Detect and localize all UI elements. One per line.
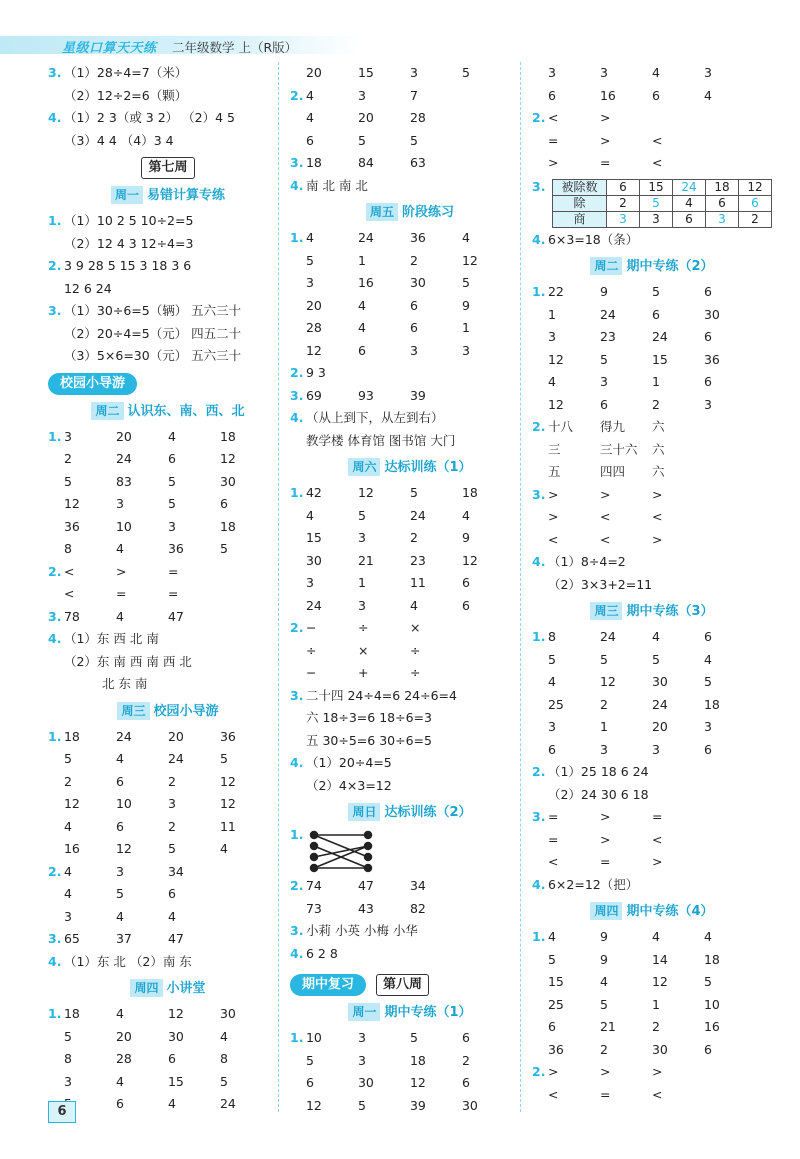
answer-row: 3 3 4 3 [547, 65, 712, 80]
answer-line: （2）20÷4=5（元） 四五二十 [63, 325, 242, 341]
section-heading: 周三 期中专练（3） [532, 598, 772, 624]
answer-line: 4. 6×2=12（把） [532, 876, 639, 892]
week-heading: 第七周 [48, 154, 288, 180]
answer-row: 1 24 6 30 [547, 306, 720, 322]
section-heading: 周四 小讲堂 [48, 975, 288, 1001]
answer-row: 5 5 5 4 [547, 651, 712, 667]
answer-row: 4 20 28 [305, 110, 426, 125]
answer-row: 5 9 14 18 [547, 951, 720, 967]
answer-row: 12 3 5 6 [63, 496, 228, 511]
table-cell: 被除数 [553, 179, 607, 195]
match-dot [311, 854, 318, 861]
page-header [0, 0, 800, 56]
section-heading: 周五 阶段练习 [290, 199, 530, 225]
table-cell: 5 [640, 195, 673, 211]
division-table [552, 179, 772, 228]
answer-row: 6 21 2 16 [547, 1019, 720, 1034]
answer-row: 8 4 36 5 [63, 541, 228, 556]
answer-line: 4. （1）东 北 （2）南 东 [48, 953, 192, 969]
answer-line: 4. （从上到下，从左到右） [290, 410, 444, 425]
answer-row: 4 6 2 11 [63, 818, 236, 834]
answer-line: （2）12÷2=6（颗） [63, 87, 188, 103]
answer-row: 3 16 30 5 [305, 275, 470, 290]
answer-line: （2）4×3=12 [305, 777, 392, 793]
table-cell: 15 [640, 179, 673, 195]
answer-line: （2）24 30 6 18 [547, 786, 649, 802]
answer-row: 1. 10 3 5 6 [290, 1030, 470, 1045]
section-heading: 周一 期中专练（1） [290, 999, 530, 1025]
table-cell: 6 [706, 195, 739, 211]
answer-row: 2. > > > [532, 1064, 663, 1079]
answer-line: 3. （1）28÷4=7（米） [48, 65, 188, 80]
table-cell: 除 [553, 195, 607, 211]
answer-row: − + ÷ [305, 665, 421, 680]
answer-line: 4. （1）东 西 北 南 [48, 631, 159, 646]
answer-line: 4. （1）8÷4=2 [532, 554, 626, 569]
answer-line: （2）东 南 西 南 西 北 [63, 653, 192, 669]
answer-row: 3. 78 4 47 [48, 608, 184, 624]
answer-row: < = = [63, 586, 179, 601]
answer-row: 1. 4 9 4 4 [532, 929, 712, 944]
column-3 [532, 62, 772, 1106]
answer-row: 12 6 3 3 [305, 342, 470, 358]
table-cell: 3 [607, 211, 640, 227]
answer-row: 12 5 15 36 [547, 351, 720, 367]
section-heading: 周二 认识东、南、西、北 [48, 398, 288, 424]
answer-row: 1. 8 24 4 6 [532, 629, 712, 644]
answer-row: > < < [547, 509, 663, 524]
answer-row: 2. 十八 得九 六 [532, 419, 665, 434]
answer-line: 3. 小莉 小英 小梅 小华 [290, 923, 418, 938]
table-cell: 6 [739, 195, 772, 211]
answer-row: 1. 4 24 36 4 [290, 230, 470, 245]
answer-line: 五 30÷5=6 30÷6=5 [305, 732, 432, 748]
answer-row: 5 20 30 4 [63, 1028, 228, 1044]
answer-row: = > < [547, 831, 663, 847]
header-brand: 星级口算天天练 [62, 41, 157, 56]
section-heading: 周四 期中专练（4） [532, 898, 772, 924]
answer-row: < = > [547, 854, 663, 869]
answer-row: 1. 18 24 20 36 [48, 728, 236, 744]
match-dot [365, 854, 372, 861]
answer-row: 1. 18 4 12 30 [48, 1006, 236, 1021]
table-cell: 2 [607, 195, 640, 211]
table-cell: 商 [553, 211, 607, 227]
answer-line: 北 东 南 [101, 676, 148, 691]
answer-row: 2. 74 47 34 [290, 878, 426, 893]
answer-row: 2 24 6 12 [63, 451, 236, 466]
answer-line: 2. 3 9 28 5 15 3 18 3 6 [48, 258, 192, 273]
answer-row: 4 3 1 6 [547, 374, 712, 389]
table-cell: 6 [607, 179, 640, 195]
answer-line: 4. 6×3=18（条） [532, 231, 639, 247]
match-dot [311, 832, 318, 839]
table-cell: 3 [640, 211, 673, 227]
header-subject: 二年级数学 上（R版） [172, 40, 298, 55]
answer-row: 3 1 20 3 [547, 719, 712, 734]
match-dot [365, 865, 372, 872]
answer-row: 3. 18 84 63 [290, 155, 426, 170]
unit-banner: 期中复习 第八周 [290, 971, 530, 997]
answer-row: 12 10 3 12 [63, 796, 236, 811]
answer-row: 24 3 4 6 [305, 597, 470, 613]
answer-row: 6 3 3 6 [547, 741, 712, 757]
answer-line: （3）5×6=30（元） 五六三十 [63, 348, 242, 363]
answer-row: 25 5 1 10 [547, 996, 720, 1012]
answer-row: 6 5 5 [305, 132, 418, 148]
answer-row: 三 三十六 六 [547, 441, 665, 457]
answer-row: 3. 69 93 39 [290, 387, 426, 403]
column-1 [48, 62, 288, 1116]
answer-row: > = < [547, 155, 663, 170]
answer-row: 73 43 82 [305, 900, 426, 916]
answer-row: 6 30 12 6 [305, 1075, 470, 1090]
answer-row: 3 4 15 5 [63, 1073, 228, 1089]
answer-row: < < > [547, 531, 663, 547]
answer-row: ÷ × ÷ [305, 642, 421, 658]
answer-line: 4. （1）2 3（或 3 2） （2）4 5 [48, 110, 235, 125]
answer-line: 教学楼 体育馆 图书馆 大门 [305, 432, 456, 448]
table-cell: 4 [673, 195, 706, 211]
answer-row: 16 12 5 4 [63, 841, 228, 856]
answer-row: 2 6 2 12 [63, 773, 236, 789]
answer-row: 5 4 24 5 [63, 751, 228, 766]
table-row [553, 211, 772, 227]
match-dot [311, 843, 318, 850]
answer-row: 25 2 24 18 [547, 696, 720, 712]
answer-row: 1. 3 20 4 18 [48, 428, 236, 444]
table-cell: 18 [706, 179, 739, 195]
match-dot [365, 843, 372, 850]
answer-line: （2）12 4 3 12÷4=3 [63, 235, 194, 251]
section-heading: 周一 易错计算专练 [48, 182, 288, 208]
answer-line: 12 6 24 [63, 280, 112, 296]
answer-row: 12 6 2 3 [547, 396, 712, 412]
answer-row: 2. 4 3 34 [48, 863, 184, 879]
matching-lines-figure [308, 829, 378, 873]
match-dot [311, 865, 318, 872]
section-heading: 周日 达标训练（2） [290, 799, 530, 825]
column-2 [290, 62, 530, 1117]
answer-row: 2. < > [532, 110, 611, 125]
answer-row: 2. < > = [48, 563, 179, 579]
answer-row: 3. > > > [532, 486, 663, 502]
answer-line: 3. （1）30÷6=5（辆） 五六三十 [48, 303, 242, 318]
page-number: 6 [48, 1101, 76, 1123]
answer-row: 3. = > = [532, 809, 663, 824]
answer-row: 5 3 18 2 [305, 1052, 470, 1068]
answer-row: 五 四四 六 [547, 464, 665, 479]
answer-row: 5 83 5 30 [63, 473, 236, 489]
answer-row: 28 4 6 1 [305, 320, 470, 335]
answer-row: 1. 42 12 5 18 [290, 485, 478, 500]
table-cell: 24 [673, 179, 706, 195]
answer-row: 3 1 11 6 [305, 575, 470, 590]
answer-row: 2. − ÷ × [290, 620, 421, 635]
answer-row: 3. 65 37 47 [48, 931, 184, 946]
answer-row: < = < [547, 1086, 663, 1102]
answer-row: 4 12 30 5 [547, 674, 712, 689]
answer-line: 4. （1）20÷4=5 [290, 755, 392, 770]
answer-row: 3 23 24 6 [547, 329, 712, 344]
match-dot [365, 832, 372, 839]
answer-line: 2. （1）25 18 6 24 [532, 764, 649, 779]
unit-banner: 校园小导游 [48, 370, 288, 396]
answer-row: 4 5 6 [63, 886, 176, 901]
answer-row: 20 4 6 9 [305, 297, 470, 313]
answer-row: 6 4 24 [115, 1096, 236, 1111]
answer-row: 12 5 39 30 [305, 1097, 478, 1113]
answer-line: 4. 南 北 南 北 [290, 177, 368, 193]
answer-row: 1. 22 9 5 6 [532, 284, 712, 299]
table-cell: 6 [673, 211, 706, 227]
answer-row: 8 28 6 8 [63, 1051, 228, 1066]
answer-row: 36 2 30 6 [547, 1041, 712, 1057]
section-heading: 周二 期中专练（2） [532, 253, 772, 279]
answer-row: 15 4 12 5 [547, 974, 712, 989]
table-row [553, 195, 772, 211]
matching-diagram: 1. [290, 827, 530, 875]
answer-line: 2. 9 3 [290, 365, 326, 380]
match-line [314, 846, 368, 857]
answer-line: （2）3×3+2=11 [547, 576, 653, 592]
answer-row: 20 15 3 5 [305, 65, 470, 80]
answer-line: 六 18÷3=6 18÷6=3 [305, 710, 432, 725]
section-heading: 周三 校园小导游 [48, 698, 288, 724]
table-cell: 12 [739, 179, 772, 195]
answer-row: 15 3 2 9 [305, 530, 470, 545]
table-cell: 2 [739, 211, 772, 227]
answer-row: 5 1 2 12 [305, 252, 478, 268]
answer-line: 1. （1）10 2 5 10÷2=5 [48, 213, 194, 228]
table-row [553, 179, 772, 195]
answer-line: 4. 6 2 8 [290, 945, 338, 961]
table-cell: 3 [706, 211, 739, 227]
division-table-row: 3. 被除数 6 15 24 18 12 除 2 5 4 6 6 商 3 3 6 3 2 [532, 175, 772, 229]
answer-row: 6 16 6 4 [547, 87, 712, 103]
answer-line: 3. 二十四 24÷4=6 24÷6=4 [290, 687, 457, 703]
match-line [314, 835, 368, 857]
answer-line: （3）4 4 （4）3 4 [63, 132, 174, 148]
week-heading: 第八周 [376, 974, 429, 996]
answer-row: 3 4 4 [63, 908, 176, 924]
answer-row: 36 10 3 18 [63, 518, 236, 534]
section-heading: 周六 达标训练（1） [290, 454, 530, 480]
answer-row: 4 5 24 4 [305, 507, 470, 523]
answer-row: = > < [547, 132, 663, 148]
answer-row: 30 21 23 12 [305, 552, 478, 568]
answer-row: 2. 4 3 7 [290, 87, 418, 103]
